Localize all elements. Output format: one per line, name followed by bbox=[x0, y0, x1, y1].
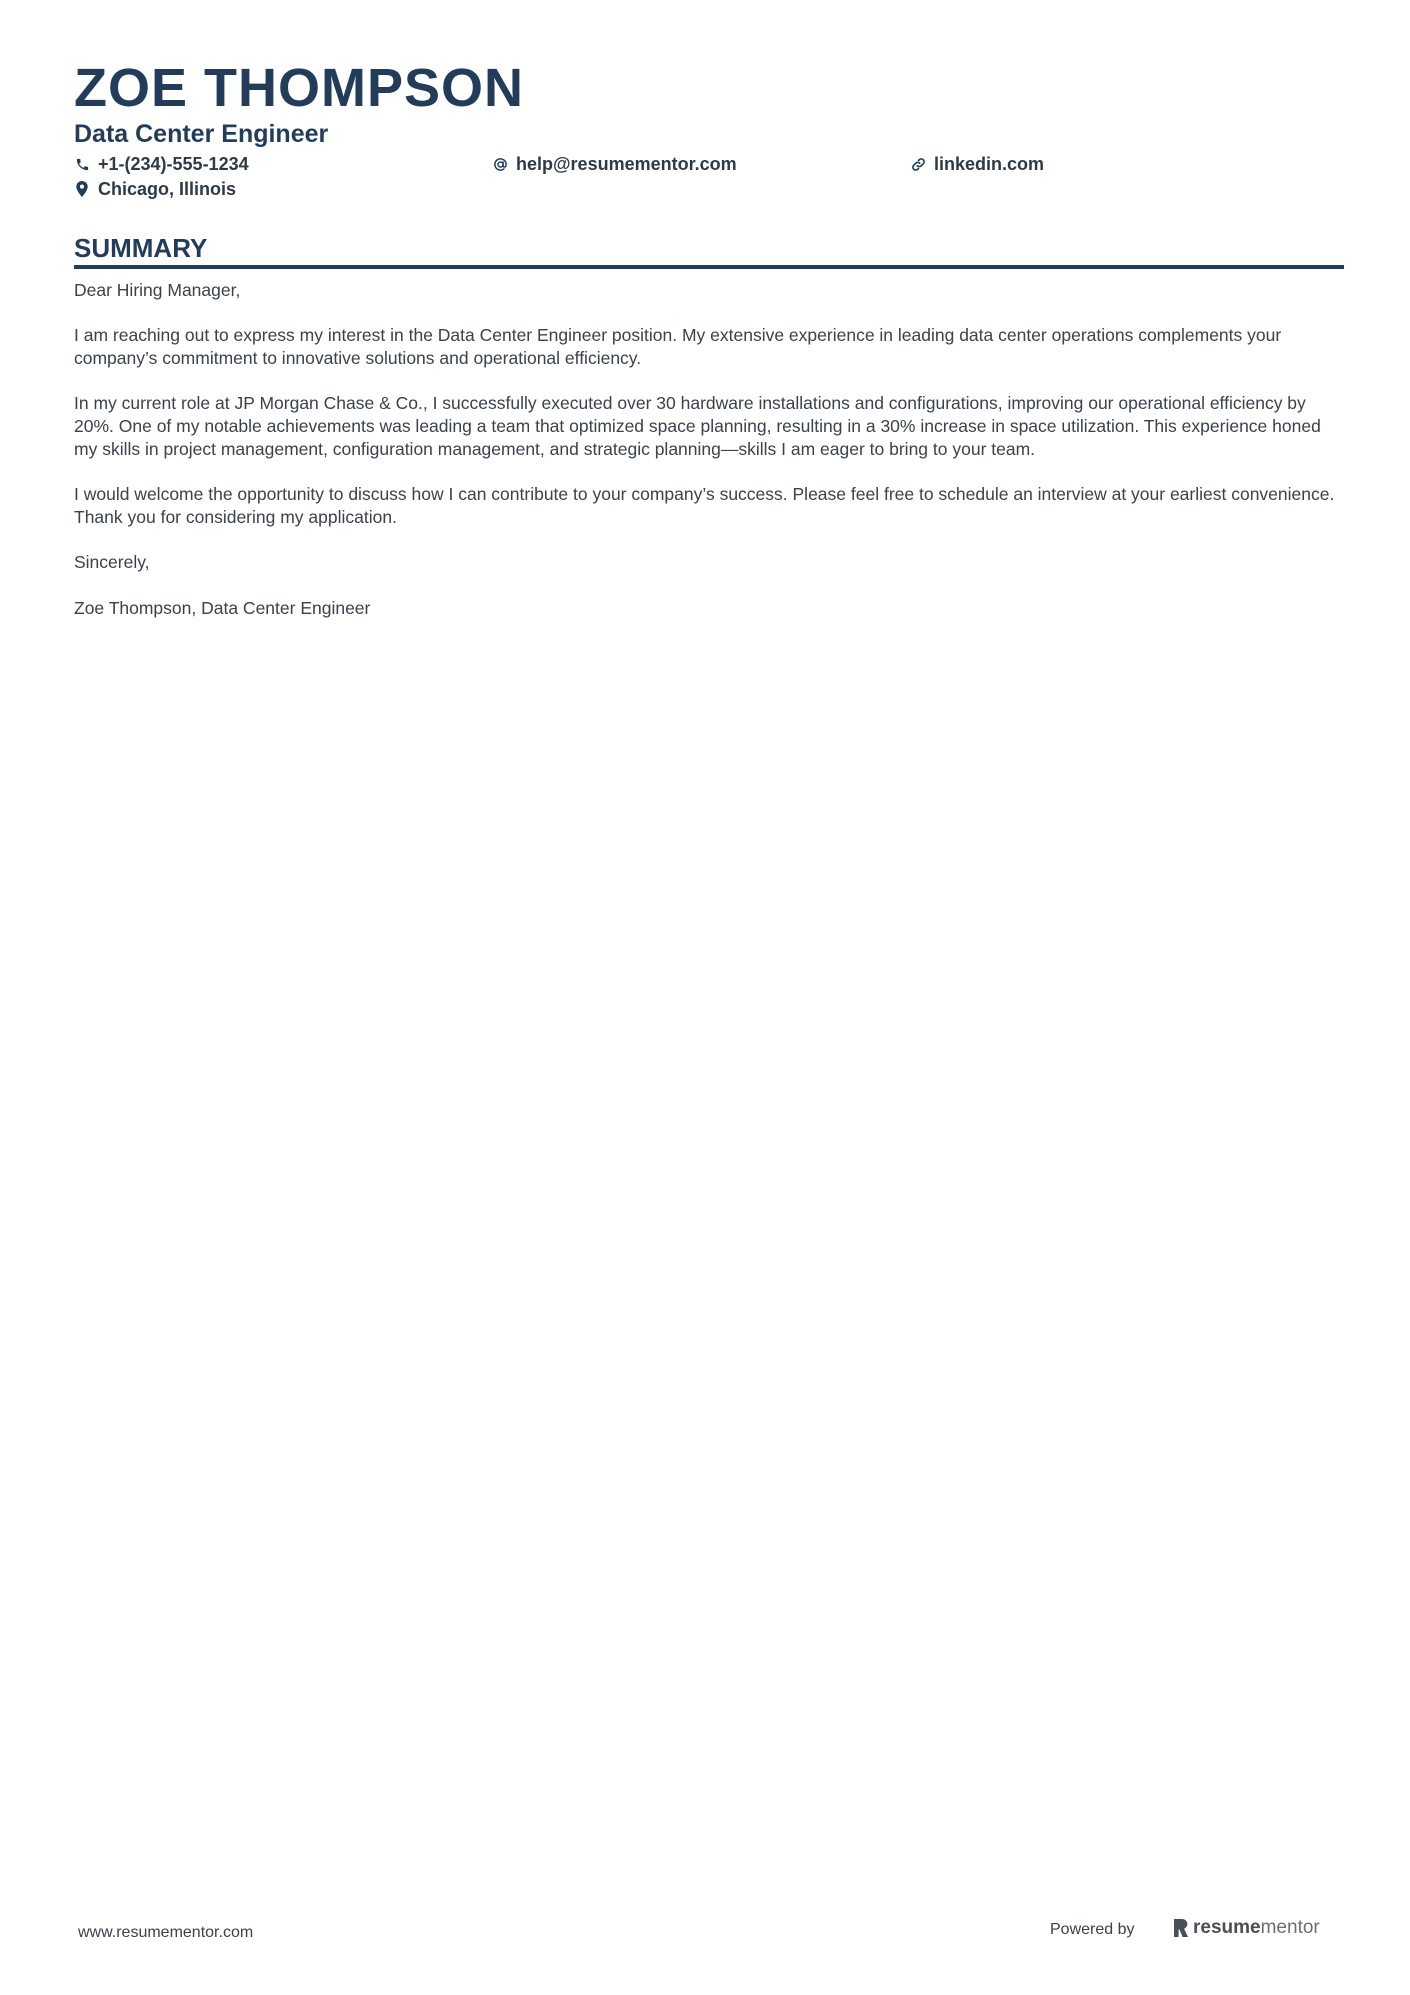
brand-text-light: mentor bbox=[1260, 1917, 1320, 1938]
link-text[interactable]: linkedin.com bbox=[934, 154, 1045, 174]
resumementor-logo[interactable] bbox=[1173, 1917, 1320, 1939]
phone-text[interactable]: +1-(234)-555-1234 bbox=[98, 154, 249, 174]
brand-text-bold: resume bbox=[1193, 1917, 1261, 1938]
contact-location bbox=[74, 177, 236, 201]
applicant-name: ZOE THOMPSON bbox=[74, 58, 525, 118]
body-paragraph: I would welcome the opportunity to discuss how I can contribute to your company’s success. Please feel free to schedule an interview at your earliest convenience. Thank you for considering my application. bbox=[74, 484, 1335, 527]
link-icon bbox=[910, 156, 926, 172]
contact-email bbox=[492, 152, 737, 176]
section-divider bbox=[74, 265, 1344, 269]
letter-body bbox=[74, 279, 1344, 642]
closing: Sincerely, bbox=[74, 552, 150, 573]
salutation: Dear Hiring Manager, bbox=[74, 280, 241, 300]
at-sign-icon bbox=[492, 156, 508, 172]
location-pin-icon bbox=[74, 181, 90, 197]
resumementor-logo-icon bbox=[1173, 1918, 1189, 1938]
signature: Zoe Thompson, Data Center Engineer bbox=[74, 597, 371, 618]
job-title: Data Center Engineer bbox=[74, 120, 329, 148]
contact-link bbox=[910, 152, 1044, 176]
body-paragraph: In my current role at JP Morgan Chase & Co., I successfully executed over 30 hardware installations and configurations, improving our operational efficiency by 20%. One of my notable achievements was leading a team that optimized space planning, resulting in a 30% increase in space utilization. This experience honed my skills in project management, configuration management, and strategic planning—skills I am eager to bring to your team. bbox=[74, 393, 1321, 459]
footer-website-link[interactable]: www.resumementor.com bbox=[78, 1924, 254, 1941]
email-text[interactable]: help@resumementor.com bbox=[516, 154, 737, 174]
section-title-summary: SUMMARY bbox=[74, 233, 208, 263]
powered-by-label: Powered by bbox=[1050, 1921, 1135, 1938]
contact-phone bbox=[74, 152, 249, 176]
location-text: Chicago, Illinois bbox=[98, 179, 237, 199]
body-paragraph: I am reaching out to express my interest in the Data Center Engineer position. My extensive experience in leading data center operations complements your company’s commitment to innovative solutions and operational efficiency. bbox=[74, 325, 1282, 369]
phone-icon bbox=[74, 156, 90, 172]
